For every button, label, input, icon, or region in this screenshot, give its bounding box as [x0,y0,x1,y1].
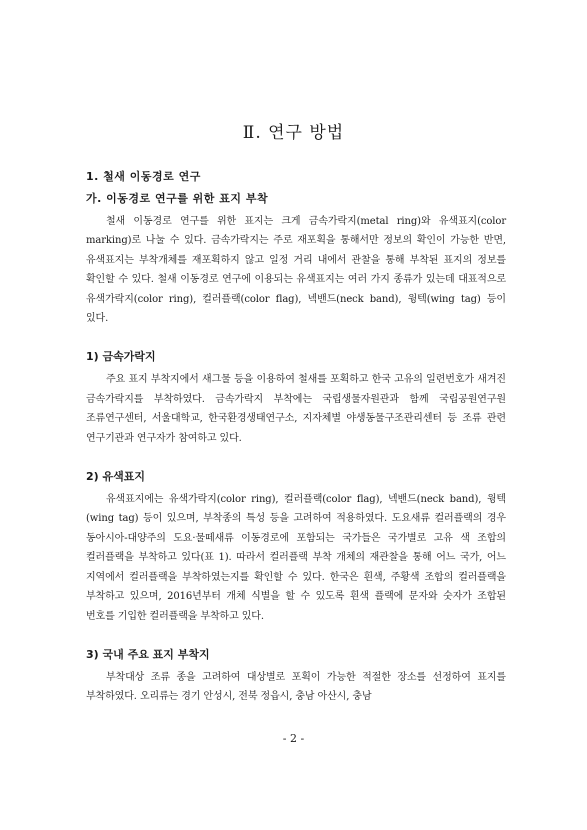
chapter-title: Ⅱ. 연구 방법 [242,123,345,143]
section-heading: 1. 철새 이동경로 연구 [86,170,201,183]
body-paragraph: 유색표지에는 유색가락지(color ring), 컬러플랙(color flag), 넥밴드(neck band), 윙텍(wing tag) 등이 있으며, 부착종의 특성 등을 고려하여 적용하였다. 도요새류 컬러플랙의 경우 동아시아-대양주의 도요·물떼새류 이동경로에 포함되는 국가들은 국가별로 고유 색 조합의 컬러플랙을 부착하고 있다(표 1). 따라서 컬러플랙 부착 개체의 재관찰을 통해 어느 국가, 어느 지역에서 컬러플랙을 부착하였는지를 확인할 수 있다. 한국은 흰색, 주황색 조합의 컬러플랙을 부착하고 있으며, 2016년부터 개체 식별을 할 수 있도록 흰색 플랙에 문자와 숫자가 조합된 번호를 기입한 컬러플랙을 부착하고 있다. [86,494,506,622]
item-heading: 3) 국내 주요 표지 부착지 [86,647,210,661]
body-paragraph: 부착대상 조류 종을 고려하여 대상별로 포획이 가능한 적절한 장소를 선정하여 표지를 부착하였다. 오리류는 경기 안성시, 전북 정읍시, 충남 아산시, 충남 [86,671,506,703]
item-heading: 1) 금속가락지 [86,350,156,364]
body-paragraph: 철새 이동경로 연구를 위한 표지는 크게 금속가락지(metal ring)와 유색표지(color marking)로 나눌 수 있다. 금속가락지는 주로 재포획을 통해서만 정보의 확인이 가능한 반면, 유색표지는 부착개체를 재포획하지 않고 일정 거리 내에서 관찰을 통해 부착된 표지의 정보를 확인할 수 있다. 철새 이동경로 연구에 이용되는 유색표지는 여러 가지 종류가 있는데 대표적으로 유색가락지(color ring), 컬러플랙(color flag), 넥밴드(neck band), 윙텍(wing tag) 등이 있다. [86,216,506,325]
page-number: - 2 - [282,732,305,745]
body-paragraph: 주요 표지 부착지에서 새그물 등을 이용하여 철새를 포획하고 한국 고유의 일련번호가 새겨진 금속가락지를 부착하였다. 금속가락지 부착에는 국립생물자원관과 함께 국립공원연구원 조류연구센터, 서울대학교, 한국환경생태연구소, 지자체별 야생동물구조관리센터 등 조류 관련 연구기관과 연구자가 참여하고 있다. [86,374,506,444]
page-content [86,168,506,707]
item-heading: 2) 유색표지 [86,470,146,484]
subsection-heading: 가. 이동경로 연구를 위한 표지 부착 [86,192,269,205]
